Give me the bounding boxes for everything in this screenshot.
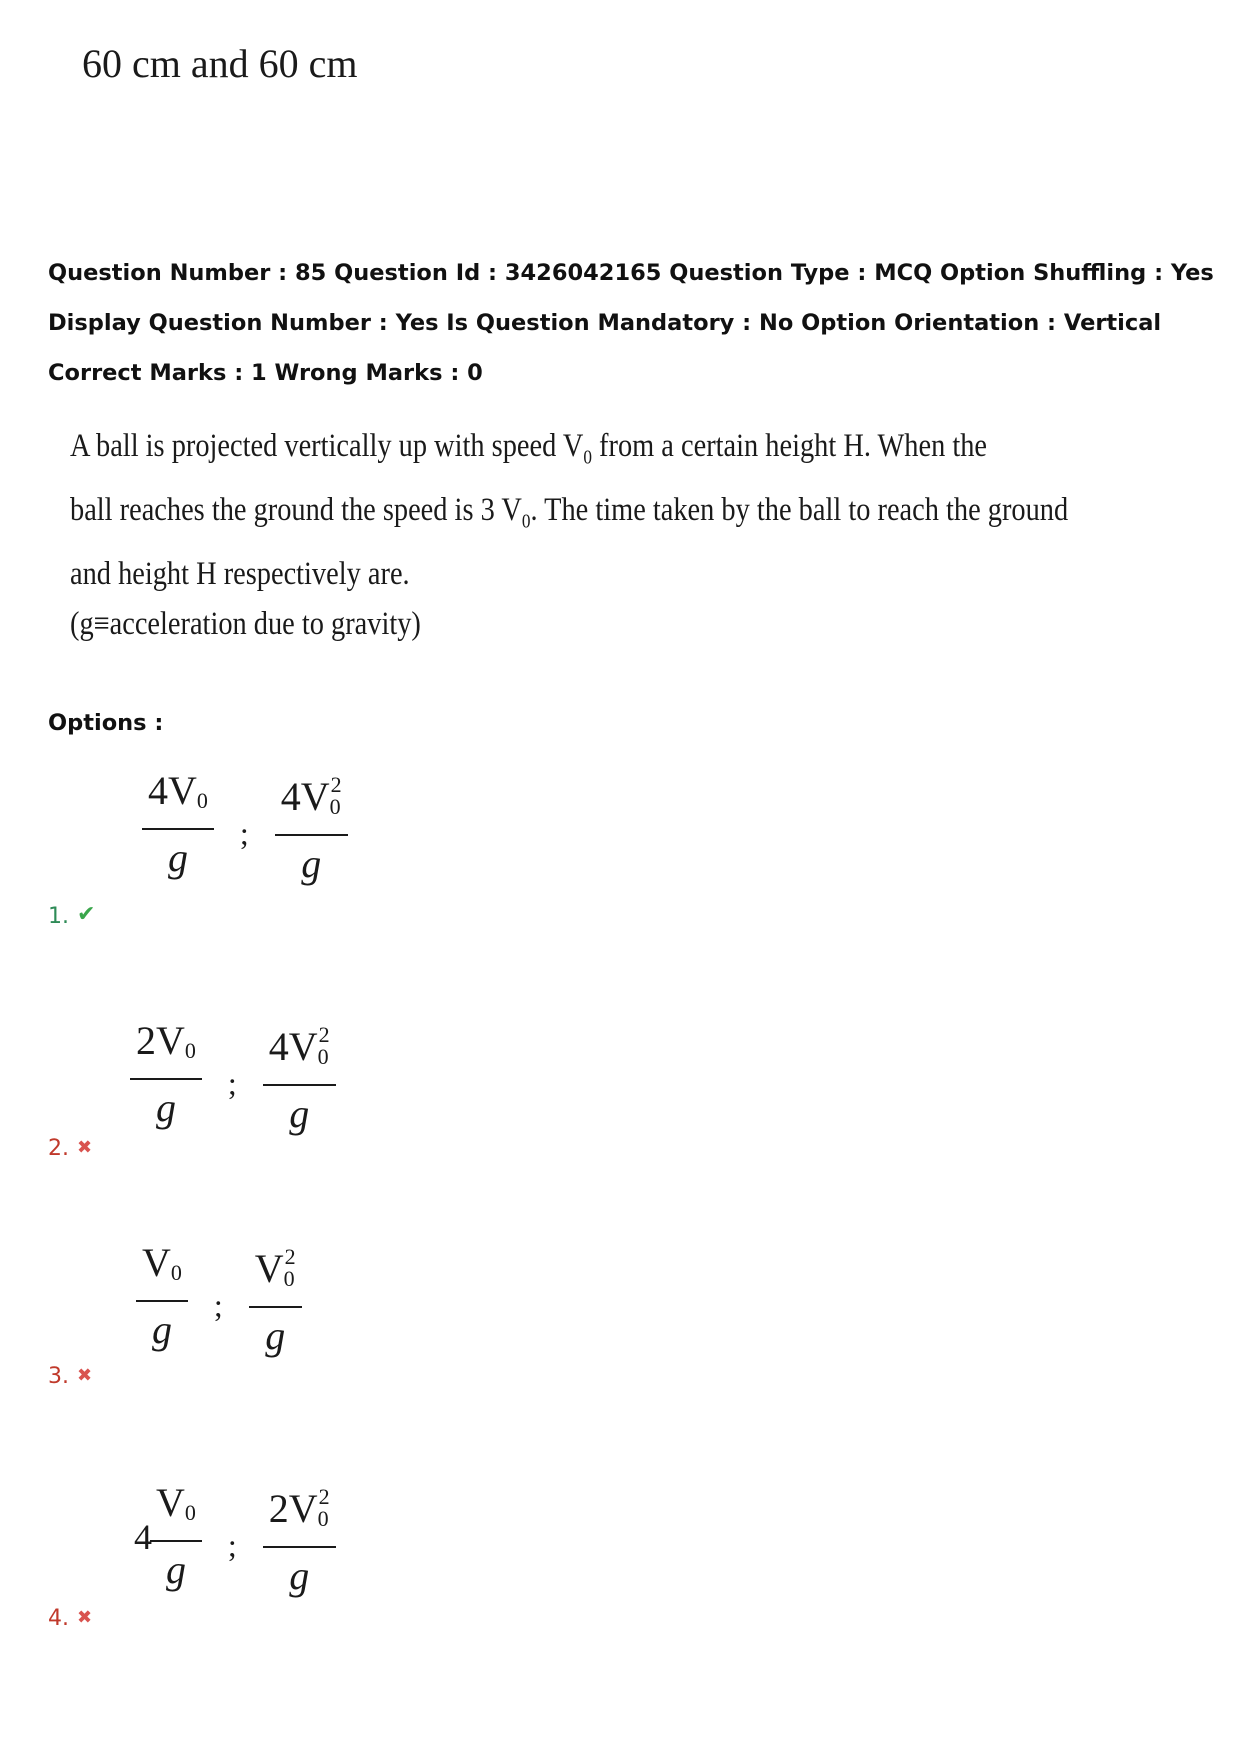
question-line-4: (g≡acceleration due to gravity) (70, 606, 421, 642)
option-2-number: 2. ✖ (48, 1136, 93, 1161)
correct-check-icon: ✔ (77, 902, 96, 927)
wrong-cross-icon: ✖ (77, 1137, 93, 1158)
option-2-formula[interactable]: $\frac{2V_0}{g}$ ; $\frac{4V_0^2}{g}$ (130, 1008, 336, 1142)
metadata-line-1: Question Number : 85 Question Id : 3426042165 Question Type : MCQ Option Shuffling : Yes (48, 260, 1214, 286)
question-text (70, 428, 1069, 656)
option-2-height-fraction: $\frac{4V_0^2}{g}$ (263, 1008, 336, 1142)
metadata-line-2: Display Question Number : Yes Is Question Mandatory : No Option Orientation : Vertical (48, 310, 1162, 336)
question-line-1: A ball is projected vertically up with speed $V_0$ from a certain height H. When the (70, 428, 988, 469)
question-line-3: and height H respectively are. (70, 556, 410, 592)
option-1-time-fraction: $\frac{4V_0}{g}$ (142, 764, 214, 886)
option-4-height-fraction: $\frac{2V_0^2}{g}$ (263, 1470, 336, 1604)
option-3-number: 3. ✖ (48, 1364, 93, 1389)
question-metadata (48, 262, 1218, 410)
option-4-number: 4. ✖ (48, 1606, 93, 1631)
previous-answer: 60 cm and 60 cm (82, 41, 358, 86)
option-2-time-fraction: $\frac{2V_0}{g}$ (130, 1014, 202, 1136)
options-label: Options : (48, 710, 164, 736)
option-4-formula[interactable]: 4 $\frac{V_0}{g}$ ; $\frac{2V_0^2}{g}$ (134, 1470, 336, 1604)
option-1-number: 1. ✔ (48, 902, 96, 929)
question-line-2: ball reaches the ground the speed is 3 $V_0$. The time taken by the ball to reach the ground (70, 492, 1069, 533)
option-3-time-fraction: $\frac{V_0}{g}$ (136, 1236, 188, 1358)
option-3-formula[interactable]: $\frac{V_0}{g}$ ; $\frac{V_0^2}{g}$ (136, 1230, 302, 1364)
option-3-height-fraction: $\frac{V_0^2}{g}$ (249, 1230, 302, 1364)
wrong-cross-icon: ✖ (77, 1607, 93, 1628)
metadata-line-3: Correct Marks : 1 Wrong Marks : 0 (48, 360, 483, 386)
option-1-height-fraction: $\frac{4V_0^2}{g}$ (275, 758, 348, 892)
wrong-cross-icon: ✖ (77, 1365, 93, 1386)
option-1-formula[interactable]: $\frac{4V_0}{g}$ ; $\frac{4V_0^2}{g}$ (142, 758, 348, 892)
option-4-time-fraction: $\frac{V_0}{g}$ (150, 1476, 202, 1598)
